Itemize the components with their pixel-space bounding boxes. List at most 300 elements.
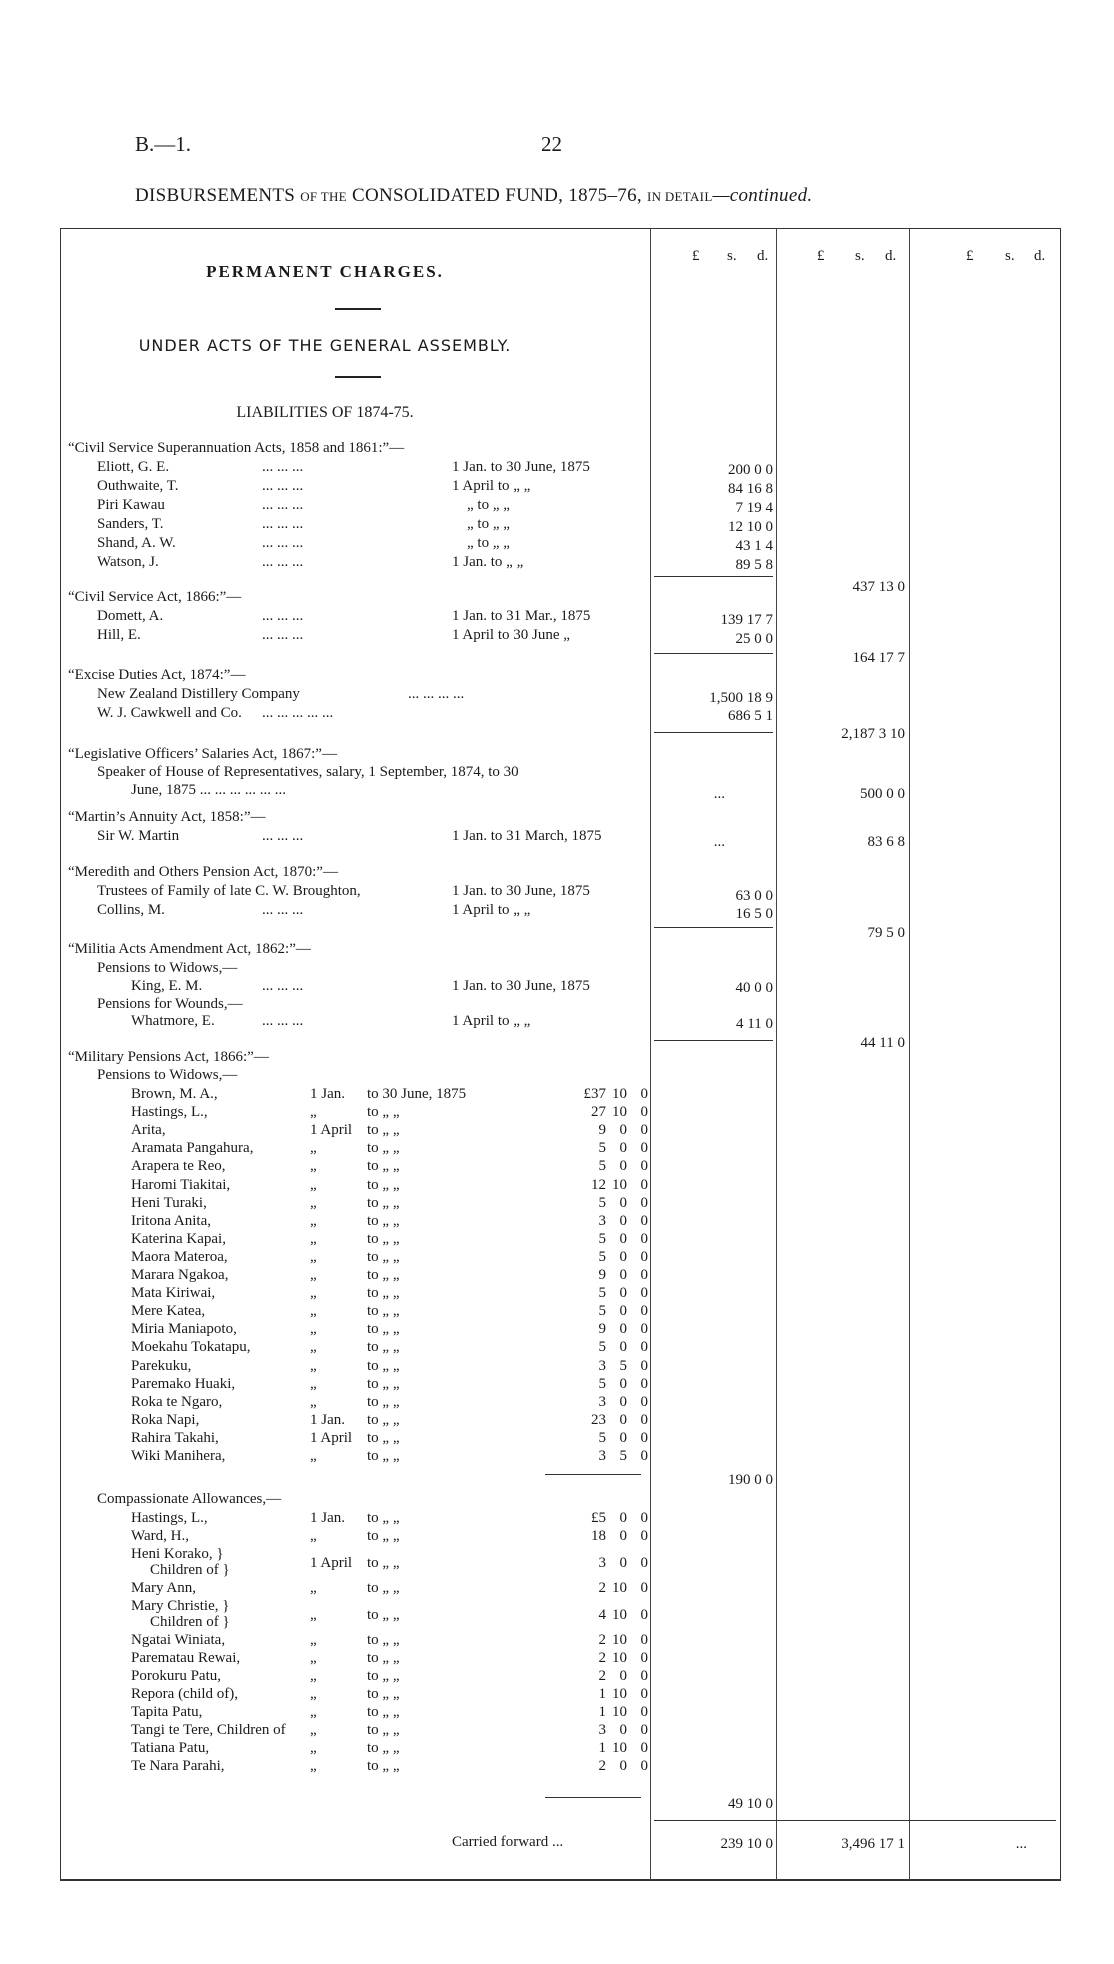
column-divider-3 — [909, 228, 910, 1880]
allowance-shillings: 10 — [612, 1632, 627, 1648]
row-name: Collins, M. — [97, 902, 165, 918]
allowance-period: to „ „ — [367, 1528, 400, 1544]
allowance-pounds: 1 — [598, 1686, 606, 1702]
widow-pounds: 3 — [598, 1448, 606, 1464]
allowance-from: „ — [310, 1668, 317, 1684]
allowance-pounds: 2 — [598, 1668, 606, 1684]
row-dots: ... ... ... — [262, 535, 304, 551]
widow-pounds: 5 — [598, 1158, 606, 1175]
widow-pounds: 5 — [598, 1248, 606, 1265]
widow-from: 1 April — [310, 1429, 353, 1446]
widow-shillings: 0 — [619, 1230, 627, 1247]
allowance-shillings: 10 — [612, 1580, 627, 1596]
widow-name: Moekahu Tokatapu, — [131, 1339, 251, 1356]
widow-pounds: 3 — [598, 1212, 606, 1229]
row-amount: 12 10 0 — [728, 519, 773, 535]
widow-pence: 0 — [640, 1140, 648, 1157]
row-label: Pensions to Widows,— — [97, 960, 238, 976]
widow-period: to „ „ — [367, 1357, 400, 1374]
allowance-period: to „ „ — [367, 1510, 400, 1526]
widow-period: to „ „ — [367, 1122, 400, 1139]
widow-period: to „ „ — [367, 1230, 400, 1247]
allowance-from: „ — [310, 1580, 317, 1596]
widow-pounds: 5 — [598, 1230, 606, 1247]
row-period: 1 Jan. to 30 June, 1875 — [452, 459, 590, 475]
widow-from: „ — [310, 1212, 317, 1229]
subtotal-meredith: 79 5 0 — [867, 925, 905, 941]
widow-period: to „ „ — [367, 1339, 400, 1356]
allowance-name: Mary Christie, } — [131, 1598, 230, 1614]
widow-name: Heni Turaki, — [131, 1194, 207, 1211]
row-name: King, E. M. — [131, 978, 203, 994]
widow-shillings: 10 — [612, 1086, 627, 1102]
row-amount: 686 5 1 — [728, 708, 773, 724]
column-divider-2 — [776, 228, 777, 1880]
allowance-pence: 0 — [640, 1704, 648, 1720]
subtotal-civil-service: 164 17 7 — [852, 650, 905, 666]
widow-pounds: 9 — [598, 1122, 606, 1139]
allowance-shillings: 10 — [612, 1650, 627, 1666]
allowance-from: „ — [310, 1740, 317, 1756]
widow-shillings: 0 — [619, 1393, 627, 1410]
page-title — [135, 185, 812, 207]
widow-shillings: 0 — [619, 1267, 627, 1283]
widow-pounds: 23 — [591, 1411, 606, 1428]
widow-pence: 0 — [640, 1393, 648, 1410]
subtotal-civil-superannuation: 437 13 0 — [852, 579, 905, 595]
row-name: Sir W. Martin — [97, 828, 180, 844]
allowance-period: to „ „ — [367, 1758, 400, 1774]
allowance-from: 1 April — [310, 1555, 353, 1571]
row-amount: 63 0 0 — [735, 888, 773, 904]
widow-from: „ — [310, 1248, 317, 1265]
widow-pence: 0 — [640, 1158, 648, 1175]
carried-forward-col1: 239 10 0 — [720, 1836, 773, 1852]
widow-shillings: 10 — [612, 1176, 627, 1193]
row-period: 1 April to „ „ — [452, 902, 531, 918]
row-dots: ... ... ... — [262, 478, 304, 494]
row-dots: ... ... ... — [262, 516, 304, 532]
subtotal-rule — [545, 1797, 641, 1798]
allowance-name: Hastings, L., — [131, 1510, 208, 1526]
widow-from: „ — [310, 1321, 317, 1338]
allowance-shillings: 10 — [612, 1740, 627, 1756]
row-amount: 1,500 18 9 — [709, 690, 773, 706]
allowance-pence: 0 — [640, 1555, 648, 1571]
col1-shilling: s. — [727, 248, 737, 264]
widow-pence: 0 — [640, 1357, 648, 1374]
widow-from: „ — [310, 1176, 317, 1193]
allowance-shillings: 0 — [619, 1528, 627, 1544]
allowance-name: Ngatai Winiata, — [131, 1632, 226, 1648]
section-subtitle: UNDER ACTS OF THE GENERAL ASSEMBLY. — [138, 336, 512, 355]
allowance-name-line2: Children of } — [150, 1614, 230, 1630]
row-period: 1 Jan. to „ „ — [452, 554, 524, 570]
allowance-shillings: 0 — [619, 1510, 627, 1526]
allowance-period: to „ „ — [367, 1704, 400, 1720]
allowance-shillings: 0 — [619, 1555, 627, 1571]
allowance-pounds: 2 — [598, 1580, 606, 1596]
widow-period: to 30 June, 1875 — [367, 1086, 467, 1102]
widow-period: to „ „ — [367, 1248, 400, 1265]
widow-from: „ — [310, 1339, 317, 1356]
allowance-period: to „ „ — [367, 1632, 400, 1648]
section-title: PERMANENT CHARGES. — [206, 262, 444, 281]
act-military-pensions: “Military Pensions Act, 1866:”— — [68, 1049, 269, 1065]
widow-shillings: 0 — [619, 1411, 627, 1428]
widow-from: „ — [310, 1375, 317, 1392]
row-period: 1 Jan. to 30 June, 1875 — [452, 883, 590, 899]
subtitle-rule — [335, 376, 381, 378]
column-divider-1 — [650, 228, 651, 1880]
allowance-from: „ — [310, 1704, 317, 1720]
act-civil-service-superannuation: “Civil Service Superannuation Acts, 1858 and 1861:”— — [68, 440, 405, 456]
row-period: 1 Jan. to 31 Mar., 1875 — [452, 608, 591, 624]
carried-rule — [654, 1820, 1056, 1821]
allowance-pounds: 1 — [598, 1740, 606, 1756]
act-meredith-pension: “Meredith and Others Pension Act, 1870:”— — [68, 864, 338, 880]
act-militia-amendment: “Militia Acts Amendment Act, 1862:”— — [68, 941, 311, 957]
widow-from: „ — [310, 1158, 317, 1175]
subtotal-rule — [654, 576, 773, 577]
widow-pence: 0 — [640, 1122, 648, 1139]
widow-from: „ — [310, 1140, 317, 1157]
allowance-name: Parematau Rewai, — [131, 1650, 241, 1666]
widow-name: Haromi Tiakitai, — [131, 1176, 231, 1193]
subtotal-martin: 83 6 8 — [867, 834, 905, 850]
row-amount: 43 1 4 — [735, 538, 773, 554]
allowance-name: Mary Ann, — [131, 1580, 196, 1596]
widow-name: Katerina Kapai, — [131, 1230, 226, 1247]
allowance-name: Repora (child of), — [131, 1686, 239, 1702]
allowance-from: „ — [310, 1650, 317, 1666]
widow-from: 1 Jan. — [310, 1086, 345, 1102]
row-label: Compassionate Allowances,— — [97, 1491, 282, 1507]
widow-pounds: 5 — [598, 1194, 606, 1211]
widow-period: to „ „ — [367, 1321, 400, 1338]
row-period: „ to „ „ — [467, 535, 510, 551]
widow-pence: 0 — [640, 1411, 648, 1428]
widow-from: „ — [310, 1285, 317, 1302]
widow-from: „ — [310, 1104, 317, 1121]
row-dots: ... ... ... ... ... — [262, 705, 334, 721]
allowance-pounds: 2 — [598, 1632, 606, 1648]
widow-name: Wiki Manihera, — [131, 1448, 226, 1464]
subtotal-rule — [654, 927, 773, 928]
widow-shillings: 0 — [619, 1140, 627, 1157]
subtotal-rule — [545, 1474, 641, 1475]
widow-pounds: 5 — [598, 1140, 606, 1157]
widow-shillings: 0 — [619, 1248, 627, 1265]
subtotal-legislative: 500 0 0 — [860, 786, 905, 802]
act-civil-service: “Civil Service Act, 1866:”— — [68, 589, 242, 605]
allowance-period: to „ „ — [367, 1668, 400, 1684]
widow-pence: 0 — [640, 1086, 648, 1102]
subtotal-rule — [654, 1040, 773, 1041]
allowance-pence: 0 — [640, 1607, 648, 1623]
widow-shillings: 0 — [619, 1429, 627, 1446]
widow-pounds: 5 — [598, 1303, 606, 1320]
allowance-shillings: 0 — [619, 1758, 627, 1774]
allowance-name: Tapita Patu, — [131, 1704, 203, 1720]
act-excise-duties: “Excise Duties Act, 1874:”— — [68, 667, 246, 683]
allowance-name: Tatiana Patu, — [131, 1740, 210, 1756]
widow-pounds: 5 — [598, 1339, 606, 1356]
allowance-period: to „ „ — [367, 1686, 400, 1702]
row-dots: ... ... ... — [262, 1013, 304, 1029]
allowance-pence: 0 — [640, 1632, 648, 1648]
widow-name: Roka Napi, — [131, 1411, 200, 1428]
widow-shillings: 0 — [619, 1321, 627, 1338]
widow-name: Mata Kiriwai, — [131, 1285, 216, 1302]
subtotal-rule — [654, 732, 773, 733]
allowance-from: „ — [310, 1758, 317, 1774]
allowance-pounds: 2 — [598, 1758, 606, 1774]
row-name: Sanders, T. — [97, 516, 164, 532]
col3-pence: d. — [1034, 248, 1046, 264]
allowance-shillings: 10 — [612, 1686, 627, 1702]
widow-from: „ — [310, 1194, 317, 1211]
widow-pence: 0 — [640, 1429, 648, 1446]
widow-period: to „ „ — [367, 1140, 400, 1157]
widow-shillings: 0 — [619, 1212, 627, 1229]
allowance-pence: 0 — [640, 1650, 648, 1666]
allowance-pence: 0 — [640, 1722, 648, 1738]
row-dots: ... ... ... — [262, 554, 304, 570]
allowance-name: Tangi te Tere, Children of — [131, 1722, 286, 1738]
row-amount: 200 0 0 — [728, 462, 773, 478]
title-rule — [335, 308, 381, 310]
title-in: IN DETAIL — [647, 189, 713, 204]
allowance-pounds: 2 — [598, 1650, 606, 1666]
widow-name: Marara Ngakoa, — [131, 1267, 229, 1283]
row-name: Trustees of Family of late C. W. Broughton, — [97, 883, 361, 899]
row-dots: ... ... ... — [262, 608, 304, 624]
widow-pounds: 9 — [598, 1321, 606, 1338]
row-name: Whatmore, E. — [131, 1013, 215, 1029]
widow-pounds: 12 — [591, 1176, 606, 1193]
widow-pounds: 5 — [598, 1375, 606, 1392]
widow-shillings: 5 — [619, 1357, 627, 1374]
widow-period: to „ „ — [367, 1176, 400, 1193]
allowance-period: to „ „ — [367, 1607, 400, 1623]
carried-forward-label: Carried forward ... — [452, 1834, 564, 1850]
allowance-pence: 0 — [640, 1510, 648, 1526]
widow-shillings: 0 — [619, 1285, 627, 1302]
widow-pence: 0 — [640, 1194, 648, 1211]
widow-pence: 0 — [640, 1285, 648, 1302]
widow-name: Rahira Takahi, — [131, 1429, 219, 1446]
row-name: Watson, J. — [97, 554, 159, 570]
row-amount: 89 5 8 — [735, 557, 773, 573]
col2-pound: £ — [817, 248, 825, 264]
widow-pence: 0 — [640, 1303, 648, 1320]
row-speaker-line1: Speaker of House of Representatives, salary, 1 September, 1874, to 30 — [97, 764, 519, 780]
widow-from: „ — [310, 1267, 317, 1283]
row-label: Pensions to Widows,— — [97, 1067, 238, 1083]
allowance-from: „ — [310, 1722, 317, 1738]
widow-name: Parekuku, — [131, 1357, 192, 1374]
row-label: Pensions for Wounds,— — [97, 996, 243, 1012]
allowance-name: Ward, H., — [131, 1528, 189, 1544]
row-mid-ellipsis: ... — [713, 834, 725, 850]
title-of: OF THE — [300, 189, 347, 204]
widow-pounds: 27 — [591, 1104, 606, 1121]
row-name: Domett, A. — [97, 608, 164, 624]
allowance-period: to „ „ — [367, 1740, 400, 1756]
widow-shillings: 10 — [612, 1104, 627, 1121]
widow-pence: 0 — [640, 1375, 648, 1392]
row-period: 1 April to „ „ — [452, 478, 531, 494]
widow-pounds: 5 — [598, 1285, 606, 1302]
row-period: 1 Jan. to 30 June, 1875 — [452, 978, 590, 994]
page-number: 22 — [541, 132, 562, 156]
widow-name: Roka te Ngaro, — [131, 1393, 223, 1410]
widow-name: Iritona Anita, — [131, 1212, 211, 1229]
widow-pounds: 9 — [598, 1267, 606, 1283]
widow-period: to „ „ — [367, 1285, 400, 1302]
widow-name: Miria Maniapoto, — [131, 1321, 237, 1338]
widow-period: to „ „ — [367, 1411, 400, 1428]
widow-shillings: 0 — [619, 1375, 627, 1392]
widow-period: to „ „ — [367, 1194, 400, 1211]
carried-forward-col3: ... — [1015, 1836, 1027, 1852]
widow-shillings: 0 — [619, 1194, 627, 1211]
allowance-from: „ — [310, 1632, 317, 1648]
col3-pound: £ — [966, 248, 974, 264]
widow-shillings: 0 — [619, 1158, 627, 1175]
row-name: Outhwaite, T. — [97, 478, 179, 494]
row-amount: 16 5 0 — [735, 906, 773, 922]
col1-pence: d. — [757, 248, 769, 264]
widow-name: Maora Materoa, — [131, 1248, 228, 1265]
widow-from: „ — [310, 1448, 317, 1464]
allowance-period: to „ „ — [367, 1722, 400, 1738]
col1-pound: £ — [692, 248, 700, 264]
title-fund: CONSOLIDATED FUND, 1875–76, — [352, 185, 642, 206]
allowance-pence: 0 — [640, 1740, 648, 1756]
row-name: Shand, A. W. — [97, 535, 176, 551]
widow-shillings: 5 — [619, 1448, 627, 1464]
allowance-pence: 0 — [640, 1528, 648, 1544]
widow-pounds: 3 — [598, 1393, 606, 1410]
widow-from: „ — [310, 1303, 317, 1320]
subtotal-rule — [654, 653, 773, 654]
row-amount: 25 0 0 — [735, 631, 773, 647]
subtotal-allowances: 49 10 0 — [728, 1796, 773, 1812]
row-period: 1 April to 30 June „ — [452, 627, 570, 643]
widow-from: „ — [310, 1357, 317, 1374]
row-period: „ to „ „ — [467, 497, 510, 513]
row-name: New Zealand Distillery Company — [97, 686, 300, 702]
row-amount: 139 17 7 — [720, 612, 773, 628]
row-name: Hill, E. — [97, 627, 141, 643]
widow-name: Hastings, L., — [131, 1104, 208, 1121]
widow-pence: 0 — [640, 1104, 648, 1121]
row-amount: 40 0 0 — [735, 980, 773, 996]
title-main: DISBURSEMENTS — [135, 185, 296, 206]
widow-name: Brown, M. A., — [131, 1086, 218, 1102]
row-dots: ... ... ... — [262, 497, 304, 513]
allowance-pounds: 3 — [598, 1555, 606, 1571]
row-period: „ to „ „ — [467, 516, 510, 532]
row-dots: ... ... ... — [262, 459, 304, 475]
widow-pounds: 3 — [598, 1357, 606, 1374]
row-dots: ... ... ... — [262, 828, 304, 844]
liabilities-heading: LIABILITIES OF 1874-75. — [236, 404, 414, 421]
widow-from: „ — [310, 1393, 317, 1410]
allowance-pence: 0 — [640, 1580, 648, 1596]
widow-pence: 0 — [640, 1321, 648, 1338]
row-dots: ... ... ... ... — [408, 686, 465, 702]
widow-period: to „ „ — [367, 1375, 400, 1392]
row-name: W. J. Cawkwell and Co. — [97, 705, 242, 721]
row-dots: ... ... ... — [262, 978, 304, 994]
row-amount: 84 16 8 — [728, 481, 773, 497]
allowance-pounds: £5 — [591, 1510, 606, 1526]
allowance-name: Te Nara Parahi, — [131, 1758, 225, 1774]
widow-from: 1 Jan. — [310, 1411, 345, 1428]
row-period: 1 April to „ „ — [452, 1013, 531, 1029]
allowance-shillings: 0 — [619, 1722, 627, 1738]
widow-shillings: 0 — [619, 1339, 627, 1356]
row-mid-ellipsis: ... — [713, 786, 725, 802]
allowance-pounds: 3 — [598, 1722, 606, 1738]
row-dots: ... ... ... — [262, 627, 304, 643]
row-amount: 4 11 0 — [736, 1016, 773, 1032]
allowance-pounds: 18 — [591, 1528, 606, 1544]
allowance-name: Heni Korako, } — [131, 1546, 224, 1562]
row-speaker-line2: June, 1875 ... ... ... ... ... ... — [131, 782, 286, 798]
allowance-shillings: 0 — [619, 1668, 627, 1684]
allowance-name-line2: Children of } — [150, 1562, 230, 1578]
widow-period: to „ „ — [367, 1267, 400, 1283]
allowance-period: to „ „ — [367, 1555, 400, 1571]
widow-period: to „ „ — [367, 1212, 400, 1229]
widow-shillings: 0 — [619, 1122, 627, 1139]
allowance-from: 1 Jan. — [310, 1510, 345, 1526]
widow-from: 1 April — [310, 1122, 353, 1139]
widow-period: to „ „ — [367, 1448, 400, 1464]
widow-pence: 0 — [640, 1212, 648, 1229]
title-continued: —continued. — [712, 185, 813, 206]
row-name: Piri Kawau — [97, 497, 165, 513]
allowance-shillings: 10 — [612, 1704, 627, 1720]
widow-pence: 0 — [640, 1267, 648, 1283]
widow-pounds: £37 — [583, 1086, 606, 1102]
allowance-pounds: 1 — [598, 1704, 606, 1720]
widow-pence: 0 — [640, 1248, 648, 1265]
row-name: Eliott, G. E. — [97, 459, 170, 475]
allowance-pounds: 4 — [598, 1607, 606, 1623]
widow-pence: 0 — [640, 1176, 648, 1193]
widow-pence: 0 — [640, 1339, 648, 1356]
widow-period: to „ „ — [367, 1393, 400, 1410]
row-period: 1 Jan. to 31 March, 1875 — [452, 828, 602, 844]
widow-name: Arita, — [131, 1122, 166, 1139]
widow-shillings: 0 — [619, 1303, 627, 1320]
act-legislative-officers: “Legislative Officers’ Salaries Act, 1867:”— — [68, 746, 337, 762]
allowance-pence: 0 — [640, 1668, 648, 1684]
allowance-shillings: 10 — [612, 1607, 627, 1623]
widow-period: to „ „ — [367, 1303, 400, 1320]
widow-period: to „ „ — [367, 1158, 400, 1175]
allowance-from: „ — [310, 1528, 317, 1544]
allowance-period: to „ „ — [367, 1650, 400, 1666]
widow-period: to „ „ — [367, 1104, 400, 1121]
subtotal-excise: 2,187 3 10 — [841, 726, 905, 742]
widow-name: Arapera te Reo, — [131, 1158, 226, 1175]
